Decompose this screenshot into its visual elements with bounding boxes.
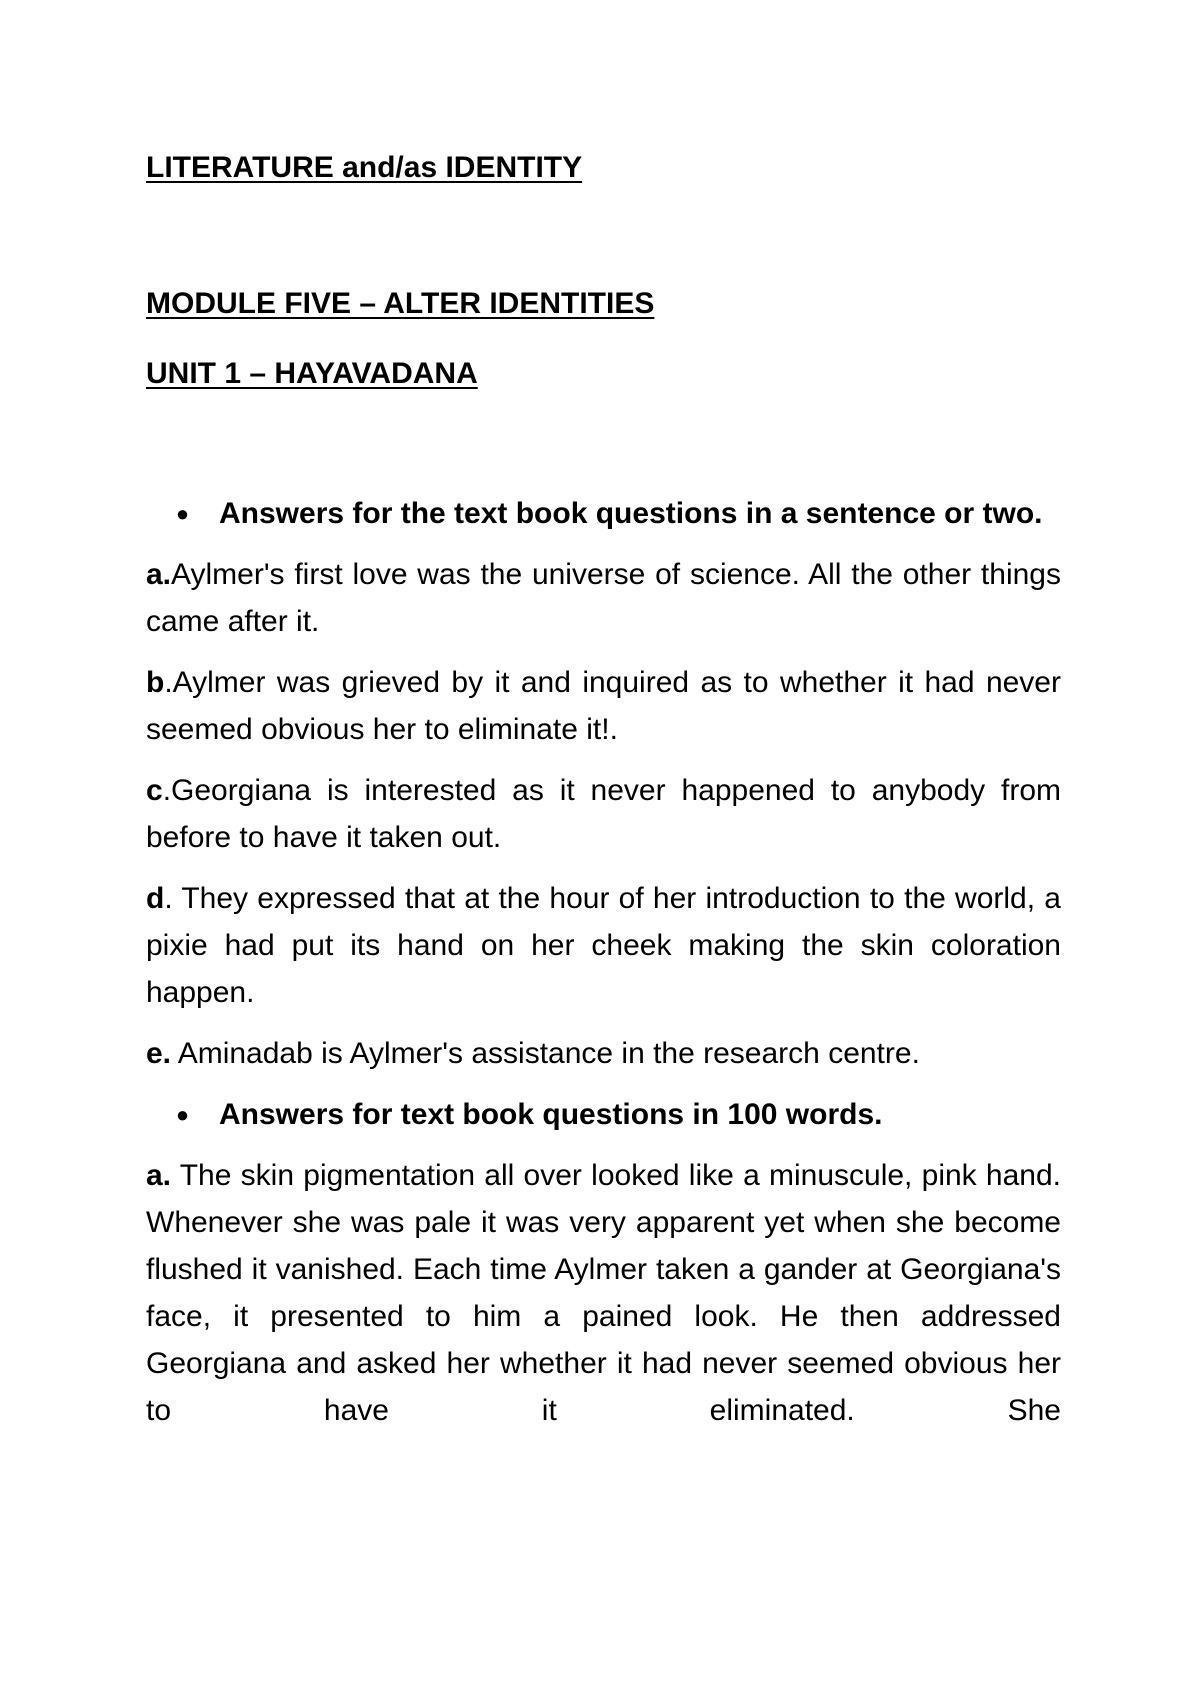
answer-paragraph	[146, 1152, 1061, 1434]
section-heading-short-answers	[146, 490, 1061, 537]
answer-marker: a.	[146, 1159, 172, 1192]
section-heading-long-answers	[146, 1091, 1061, 1138]
module-heading: MODULE FIVE – ALTER IDENTITIES	[146, 287, 655, 320]
answer-marker: b	[146, 666, 165, 699]
unit-heading: UNIT 1 – HAYAVADANA	[146, 357, 478, 390]
answer-marker: a.	[146, 558, 172, 591]
answer-marker: d	[146, 882, 165, 915]
answer-text: .Aylmer was grieved by it and inquired as to whether it had never seemed obvious her to eliminate it!.	[146, 666, 1061, 746]
section-heading-text: Answers for the text book questions in a sentence or two.	[219, 497, 1043, 530]
answer-paragraph	[146, 1030, 1061, 1077]
answer-text: The skin pigmentation all over looked like a minuscule, pink hand. Whenever she was pale it was very apparent yet when she become flushed it vanished. Each time Aylmer taken a gander at Georgiana's face, it presented to him a pained look. He then addressed Georgiana and asked her whether it had never seemed obvious her to have it eliminated. She	[146, 1159, 1061, 1427]
answer-paragraph	[146, 875, 1061, 1016]
answer-text: Aylmer's first love was the universe of science. All the other things came after it.	[146, 558, 1061, 638]
answer-text: . They expressed that at the hour of her introduction to the world, a pixie had put its hand on her cheek making the skin coloration happen.	[146, 882, 1061, 1009]
answer-marker: c	[146, 774, 163, 807]
answer-marker: e.	[146, 1037, 172, 1070]
document-body	[146, 148, 1061, 1448]
answer-paragraph	[146, 551, 1061, 645]
answer-paragraph	[146, 659, 1061, 753]
section-heading-text: Answers for text book questions in 100 words.	[219, 1098, 883, 1131]
bullet-icon: ●	[175, 1102, 190, 1127]
answer-text: .Georgiana is interested as it never happened to anybody from before to have it taken out.	[146, 774, 1061, 854]
answer-text: Aminadab is Aylmer's assistance in the research centre.	[171, 1037, 920, 1070]
answer-paragraph	[146, 767, 1061, 861]
document-title: LITERATURE and/as IDENTITY	[146, 151, 583, 184]
bullet-icon: ●	[175, 501, 190, 526]
